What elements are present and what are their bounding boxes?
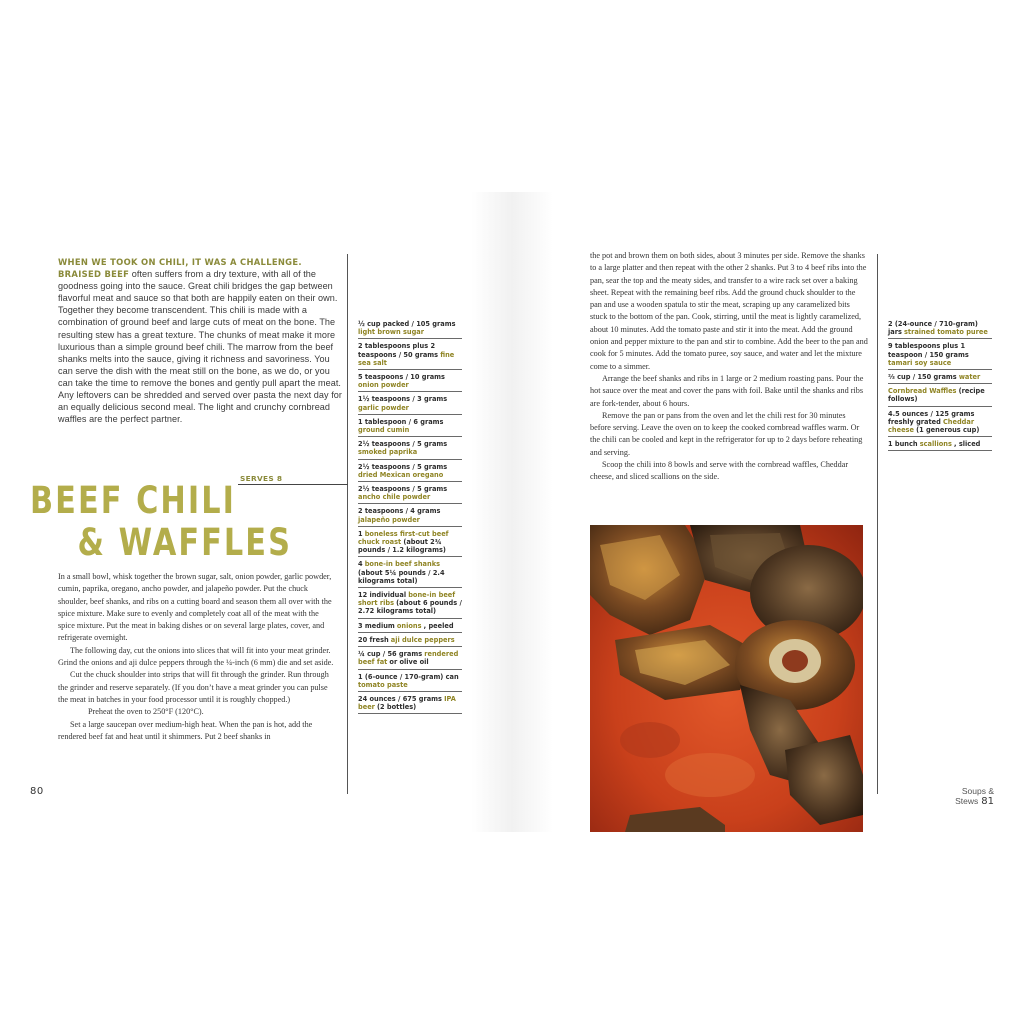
- recipe-title: [30, 480, 292, 564]
- ingredient-name: fine sea salt: [358, 350, 455, 367]
- ingredient-name: Cheddar cheese: [888, 417, 975, 435]
- section-name: Soups & Stews: [955, 786, 994, 806]
- chili-photo-art: [590, 525, 863, 832]
- intro-lead: WHEN WE TOOK ON CHILI, IT WAS A CHALLENGE. BRAISED BEEF: [58, 257, 302, 280]
- chili-photo: [590, 525, 863, 832]
- ingredient-amount: 2 (24-ounce / 710-gram) jars: [888, 320, 978, 337]
- ingredient-name: tomato paste: [358, 680, 408, 689]
- page-number-left: 80: [30, 786, 44, 797]
- method-paragraph: Preheat the oven to 250°F (120°C).: [88, 707, 204, 717]
- ingredient-amount: 2½ teaspoons / 5 grams: [358, 485, 448, 494]
- method-paragraph: Scoop the chili into 8 bowls and serve with the cornbread waffles, Cheddar cheese, and sliced scallions on the side.: [590, 460, 849, 482]
- ingredient-name: aji dulce peppers: [390, 635, 455, 644]
- ingredient-name: bone-in beef shanks: [364, 560, 441, 569]
- ingredient-amount: 1: [358, 529, 363, 538]
- ingredient-note: (about 6 pounds / 2.72 kilograms total): [358, 599, 462, 616]
- title-line-1: BEEF CHILI: [30, 479, 236, 522]
- ingredient-name: garlic powder: [358, 403, 409, 412]
- ingredient-amount: 1 bunch: [888, 440, 918, 449]
- ingredient-amount: 3 medium: [358, 621, 395, 630]
- ingredient-item: [358, 529, 462, 558]
- ingredient-item: [358, 559, 462, 588]
- ingredient-item: [358, 341, 462, 370]
- ingredient-amount: 2 teaspoons / 4 grams: [358, 507, 441, 516]
- ingredient-name: ground cumin: [358, 426, 410, 435]
- ingredient-item: [358, 672, 462, 692]
- ingredient-item: [358, 635, 462, 647]
- method-left: [58, 571, 336, 743]
- ingredient-name: water: [958, 373, 981, 382]
- ingredient-name: ancho chile powder: [358, 493, 431, 502]
- intro-text: often suffers from a dry texture, with all of the goodness going into the sauce. Great chili bridges the gap between flavorful meat and sauce so that both are happily eaten on their own. Together they become transcendent. This chili is made with a combination of ground beef and large cuts of meat on the bone. The resulting stew has a great texture. The chunks of meat make it more luxurious than a simple ground beef chili. The marrow from the beef shanks melts into the sauce, giving it richness and savoriness. You can serve the dish with the meat still on the bone, as we do, or you can take the time to remove the bones and gently pull apart the meat. Any leftovers can be shredded and served over pasta the next day for an equally delicious second meal. The light and crunchy cornbread waffles are the perfect partner.: [58, 269, 342, 425]
- ingredient-name: bone-in beef short ribs: [358, 591, 456, 608]
- ingredient-amount: 9 tablespoons plus 1 teaspoon / 150 grams: [888, 342, 969, 359]
- ingredient-item: [358, 372, 462, 392]
- ingredient-amount: ⅔ cup / 150 grams: [888, 373, 957, 382]
- ingredient-list-right-wrap: [888, 319, 992, 453]
- ingredient-item: [358, 319, 462, 339]
- page-footer-right: [922, 786, 994, 807]
- ingredient-item: [358, 590, 462, 619]
- column-rule-left: [347, 254, 348, 794]
- ingredient-amount: 2½ teaspoons / 5 grams: [358, 440, 448, 449]
- ingredient-note: (2 bottles): [377, 703, 417, 712]
- serves-label: SERVES 8: [240, 474, 283, 483]
- method-paragraph: Arrange the beef shanks and ribs in 1 large or 2 medium roasting pans. Pour the hot sauce over the meat and cover the pans with foil. Bake until the shanks and ribs are fork-tender, about 6 hours.: [590, 373, 864, 408]
- method-right: [590, 250, 868, 484]
- ingredient-amount: 24 ounces / 675 grams: [358, 694, 442, 703]
- ingredient-item: [888, 409, 992, 438]
- ingredient-note: or olive oil: [389, 658, 429, 667]
- ingredient-note: (about 2¾ pounds / 1.2 kilograms): [358, 538, 446, 555]
- ingredient-amount: 4.5 ounces / 125 grams freshly grated: [888, 409, 975, 426]
- method-paragraph: the pot and brown them on both sides, about 3 minutes per side. Remove the shanks to a large platter and then repeat with the other 2 shanks. Put 3 to 4 beef ribs into the pan, sear the top and the meaty sides, and transfer to a wire rack set over a baking sheet. Repeat with the remaining beef ribs. Add the ground chuck shoulder to the pan and use a wooden spatula to stir the meat, scraping up any caramelized bits stuck to the bottom of the pan. Cook, stirring, until the meat is lightly caramelized, about 10 minutes. Add the tomato paste and stir it into the meat. Add the ground onion and pepper mixture to the pan and stir to combine. Add the beer to the pan and cook for 5 minutes. Add the tomato puree, soy sauce, and water and let the mixture come to a simmer.: [590, 251, 868, 371]
- ingredient-name: Cornbread Waffles: [888, 387, 957, 396]
- ingredient-item: [358, 649, 462, 669]
- ingredient-item: [358, 621, 462, 633]
- ingredient-item: [358, 694, 462, 714]
- ingredient-name: onions: [396, 621, 422, 630]
- ingredient-amount: ½ cup packed / 105 grams: [358, 320, 456, 328]
- ingredient-item: [888, 341, 992, 370]
- title-line-2: & WAFFLES: [77, 521, 292, 564]
- ingredient-item: [888, 439, 992, 451]
- method-paragraph: In a small bowl, whisk together the brown sugar, salt, onion powder, garlic powder, cumin, paprika, oregano, ancho powder, and jalapeño powder. Put the chuck shoulder, beef shanks, and ribs on a cutting board and season them all over with the spice mixture. Make sure to evenly and completely coat all of the meat with the spice mixture. Put the meat in baking dishes or on several large plates, cover, and refrigerate overnight.: [58, 572, 332, 643]
- ingredient-amount: 20 fresh: [358, 635, 389, 644]
- ingredient-name: scallions: [919, 440, 952, 449]
- ingredient-name: jalapeño powder: [358, 515, 420, 524]
- ingredient-amount: 1 (6-ounce / 170-gram) can: [358, 672, 459, 681]
- ingredient-note: (recipe follows): [888, 387, 985, 404]
- ingredient-list-waffles: [888, 386, 992, 451]
- ingredient-name: onion powder: [358, 381, 409, 390]
- ingredient-name: smoked paprika: [358, 448, 418, 457]
- ingredient-list-left: [358, 319, 462, 716]
- ingredient-item: [888, 386, 992, 406]
- ingredient-name: dried Mexican oregano: [358, 470, 444, 479]
- ingredient-note: (1 generous cup): [916, 426, 980, 435]
- ingredient-amount: 1 tablespoon / 6 grams: [358, 417, 444, 426]
- ingredient-item: [358, 439, 462, 459]
- column-rule-right: [877, 254, 878, 794]
- ingredient-item: [888, 372, 992, 384]
- ingredient-amount: 4: [358, 560, 363, 569]
- ingredient-item: [358, 417, 462, 437]
- ingredient-list-right: [888, 319, 992, 384]
- page-number-right: 81: [981, 796, 994, 807]
- ingredient-item: [358, 462, 462, 482]
- ingredient-item: [358, 394, 462, 414]
- ingredient-item: [888, 319, 992, 339]
- ingredient-name: tamari soy sauce: [888, 358, 952, 367]
- ingredient-amount: ¼ cup / 56 grams: [358, 650, 423, 659]
- ingredient-name: boneless first-cut beef chuck roast: [358, 529, 449, 547]
- method-paragraph: Cut the chuck shoulder into strips that will fit through the grinder. Run through the grinder and reserve separately. (If you don’t have a meat grinder you can pulse the meat in batches in your food processor until it is roughly chopped.): [58, 670, 329, 704]
- ingredient-amount: 2 tablespoons plus 2 teaspoons / 50 grams: [358, 342, 439, 359]
- method-paragraph: The following day, cut the onions into slices that will fit into your meat grinder. Grind the onions and aji dulce peppers through the ¼-inch (6 mm) die and set aside.: [58, 645, 334, 668]
- ingredient-amount: 2½ teaspoons / 5 grams: [358, 462, 448, 471]
- ingredient-note: , sliced: [954, 440, 981, 449]
- ingredient-name: strained tomato puree: [904, 328, 988, 337]
- ingredient-item: [358, 484, 462, 504]
- intro-paragraph: [58, 256, 342, 425]
- ingredient-amount: 5 teaspoons / 10 grams: [358, 373, 445, 382]
- ingredient-name: rendered beef fat: [358, 650, 459, 667]
- ingredient-amount: 12 individual: [358, 591, 407, 600]
- ingredient-amount: 1½ teaspoons / 3 grams: [358, 395, 448, 404]
- ingredient-note: , peeled: [423, 621, 454, 630]
- book-spread: [0, 192, 1024, 832]
- method-paragraph: Remove the pan or pans from the oven and let the chili rest for 30 minutes before serving. Leave the oven on to keep the cooked cornbread waffles warm. Or the chili can be cooled and kept in the refrigerator for up to 2 days before reheating and serving.: [590, 410, 863, 457]
- ingredient-name: IPA beer: [358, 694, 456, 712]
- method-paragraph: Set a large saucepan over medium-high heat. When the pan is hot, add the rendered beef fat and heat until it shimmers. Put 2 beef shanks in: [58, 719, 313, 741]
- ingredient-name: light brown sugar: [358, 328, 425, 337]
- ingredient-note: (about 5¼ pounds / 2.4 kilograms total): [358, 568, 445, 585]
- ingredient-item: [358, 506, 462, 526]
